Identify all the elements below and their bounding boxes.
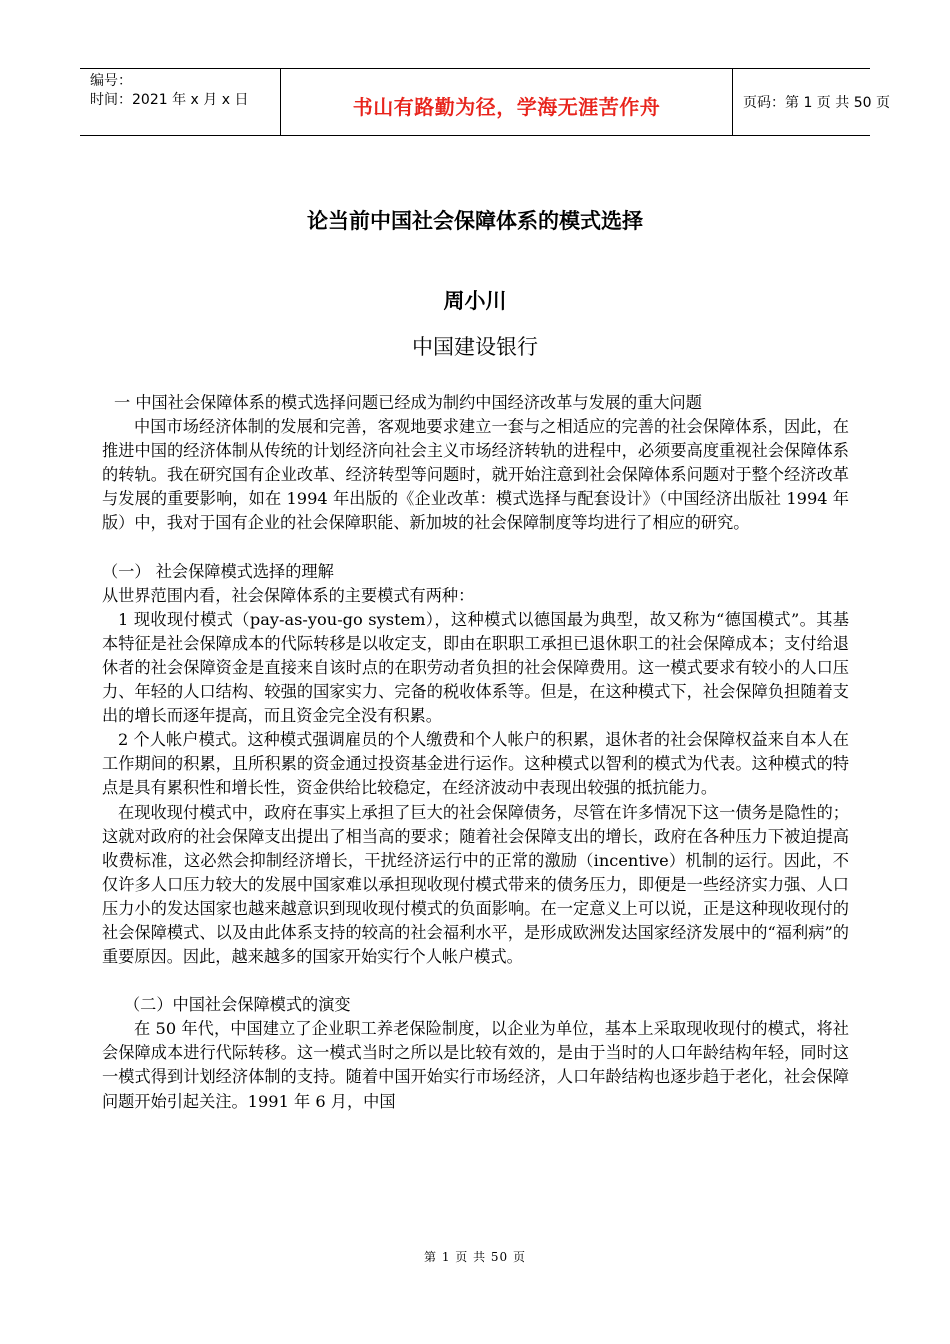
- document-time-label: 时间：2021 年 x 月 x 日: [90, 92, 249, 108]
- header-table: [80, 68, 890, 136]
- page-info: 页码：第 1 页 共 50 页: [743, 95, 890, 111]
- header-page-cell: [733, 69, 890, 135]
- document-title: 论当前中国社会保障体系的模式选择: [307, 209, 643, 233]
- subsection-heading-1: （一） 社会保障模式选择的理解: [102, 561, 334, 581]
- paragraph: 2 个人帐户模式。这种模式强调雇员的个人缴费和个人帐户的积累，退休者的社会保障权益来自本人在工作期间的积累，且所积累的资金通过投资基金进行运作。这种模式以智利的模式为代表。这种模式的特点是具有累积性和增长性，资金供给比较稳定，在经济波动中表现出较强的抵抗能力。: [102, 730, 849, 798]
- header-motto-cell: [281, 69, 733, 135]
- paragraph: 中国市场经济体制的发展和完善，客观地要求建立一套与之相适应的完善的社会保障体系，因此，在推进中国的经济体制从传统的计划经济向社会主义市场经济转轨的进程中，必须要高度重视社会保障体系的转轨。我在研究国有企业改革、经济转型等问题时，就开始注意到社会保障体系问题对于整个经济改革与发展的重要影响，如在 1994 年出版的《企业改革：模式选择与配套设计》（中国经济出版社 1994 年版）中，我对于国有企业的社会保障职能、新加坡的社会保障制度等均进行了相应的研究。: [102, 417, 849, 533]
- document-body: [102, 391, 849, 1114]
- paragraph: 在 50 年代，中国建立了企业职工养老保险制度，以企业为单位，基本上采取现收现付的模式，将社会保障成本进行代际转移。这一模式当时之所以是比较有效的，是由于当时的人口年龄结构年轻，同时这一模式得到计划经济体制的支持。随着中国开始实行市场经济，人口年龄结构也逐步趋于老化，社会保障问题开始引起关注。1991 年 6 月，中国: [102, 1019, 849, 1111]
- header-info-cell: [80, 69, 281, 135]
- section-heading-1: 一 中国社会保障体系的模式选择问题已经成为制约中国经济改革与发展的重大问题: [114, 393, 702, 412]
- paragraph: 1 现收现付模式（pay-as-you-go system），这种模式以德国最为典型，故又称为“德国模式”。其基本特征是社会保障成本的代际转移是以收定支，即由在职职工承担已退休职工的社会保障成本；支付给退休者的社会保障资金是直接来自该时点的在职劳动者负担的社会保障费用。这一模式要求有较小的人口压力、年轻的人口结构、较强的国家实力、完备的税收体系等。但是，在这种模式下，社会保障负担随着支出的增长而逐年提高，而且资金完全没有积累。: [102, 609, 849, 726]
- author-affiliation: 中国建设银行: [412, 335, 538, 359]
- document-number-label: 编号：: [90, 73, 132, 89]
- paragraph: 从世界范围内看，社会保障体系的主要模式有两种：: [102, 585, 475, 605]
- page-footer: 第 1 页 共 50 页: [424, 1250, 526, 1264]
- motto-text: 书山有路勤为径，学海无涯苦作舟: [352, 95, 661, 119]
- subsection-heading-2: （二）中国社会保障模式的演变: [124, 995, 351, 1015]
- author-name: 周小川: [443, 289, 507, 313]
- paragraph: 在现收现付模式中，政府在事实上承担了巨大的社会保障债务，尽管在许多情况下这一债务是隐性的；这就对政府的社会保障支出提出了相当高的要求；随着社会保障支出的增长，政府在各种压力下被迫提高收费标准，这必然会抑制经济增长，干扰经济运行中的正常的激励（incentive）机制的运行。因此，不仅许多人口压力较大的发展中国家难以承担现收现付模式带来的债务压力，即便是一些经济实力强、人口压力小的发达国家也越来越意识到现收现付模式的负面影响。在一定意义上可以说，正是这种现收现付的社会保障模式、以及由此体系支持的较高的社会福利水平，是形成欧洲发达国家经济发展中的“福利病”的重要原因。因此，越来越多的国家开始实行个人帐户模式。: [102, 802, 849, 967]
